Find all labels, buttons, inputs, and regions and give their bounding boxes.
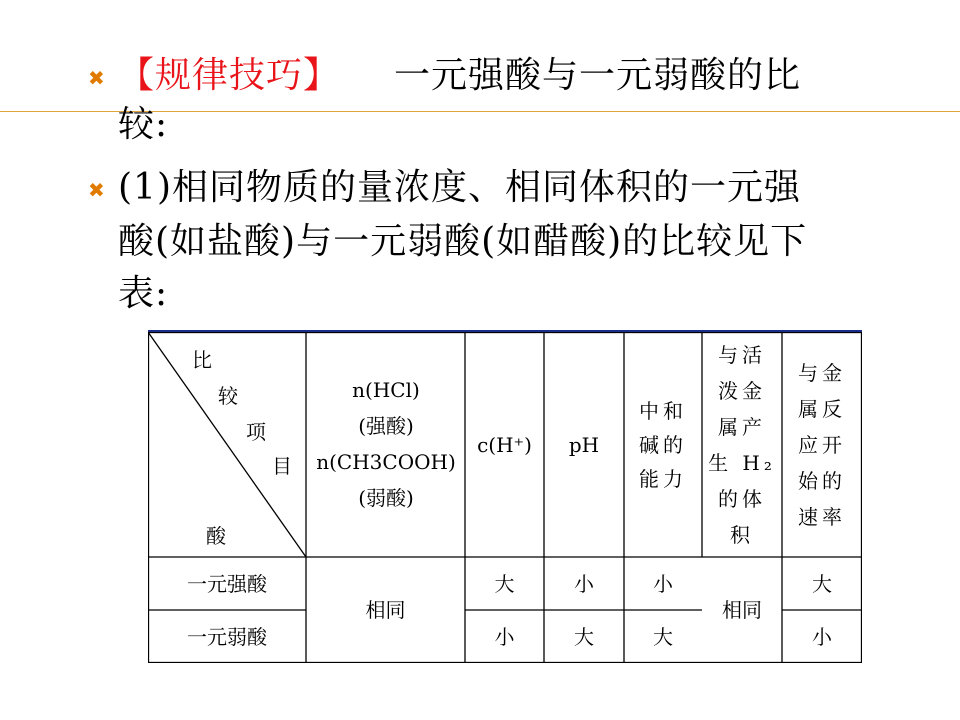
table-cell: 大 [812, 571, 832, 596]
rule-title: 【规律技巧】 [118, 55, 341, 96]
header-neutralize-line: 碱的 [639, 432, 687, 457]
header-h2-line: 属产 [718, 414, 766, 439]
header-rate-line: 始的 [798, 468, 846, 493]
header-rate-line: 与金 [798, 360, 846, 385]
corner-label-char: 项 [246, 420, 266, 444]
header-neutralize-line: 能力 [639, 466, 687, 491]
header-strong-acid: (强酸) [358, 414, 414, 438]
header-neutralize-line: 中和 [639, 398, 687, 423]
bullet-icon: ✖ [88, 66, 105, 90]
corner-label-char: 较 [218, 384, 238, 408]
corner-label-char: 目 [272, 454, 292, 478]
merged-same-h2-volume: 相同 [722, 598, 762, 622]
header-weak-acid: (弱酸) [358, 486, 414, 510]
merged-same-amount: 相同 [365, 598, 406, 622]
bullet-2-line-3: 表: [118, 273, 169, 314]
header-rate-line: 速率 [798, 504, 846, 529]
row-label-strong-acid: 一元强酸 [187, 571, 267, 596]
table-cell: 小 [812, 624, 832, 649]
header-h2-line: 积 [730, 522, 754, 547]
header-amount [306, 372, 466, 516]
header-reaction-rate [782, 332, 862, 557]
table-cell: 大 [494, 571, 515, 596]
bullet-1-line-2: 较: [118, 104, 169, 145]
row-label-weak-acid: 一元弱酸 [187, 624, 267, 649]
bullet-1-line-1 [118, 54, 801, 98]
table-cell: 小 [574, 571, 594, 596]
table-cell: 大 [574, 624, 594, 649]
bullet-1-text: 一元强酸与一元弱酸的比 [394, 55, 802, 96]
header-h2-line: 与活 [718, 342, 766, 367]
header-h-concentration: c(H⁺) [477, 432, 532, 457]
header-h2-line: 的体 [718, 486, 766, 511]
table-cell: 小 [494, 624, 515, 649]
bullet-2-line-1: (1)相同物质的量浓度、相同体积的一元强 [118, 167, 801, 208]
corner-label-acid: 酸 [206, 524, 226, 548]
header-n-ch3cooh: n(CH3COOH) [316, 450, 456, 474]
header-h2-volume [702, 332, 782, 557]
bullet-icon: ✖ [88, 178, 105, 202]
corner-label-char: 比 [192, 348, 212, 372]
header-neutralize-ability [624, 332, 702, 557]
header-rate-line: 应开 [798, 432, 846, 457]
header-h2-line: 生 H₂ [708, 450, 776, 475]
header-n-hcl: n(HCl) [352, 378, 420, 402]
header-ph: pH [568, 432, 600, 457]
bullet-2-line-2: 酸(如盐酸)与一元弱酸(如醋酸)的比较见下 [118, 221, 808, 262]
table-cell: 大 [653, 624, 673, 649]
header-rate-line: 属反 [798, 396, 846, 421]
table-cell: 小 [653, 571, 673, 596]
header-h2-line: 泼金 [718, 378, 766, 403]
